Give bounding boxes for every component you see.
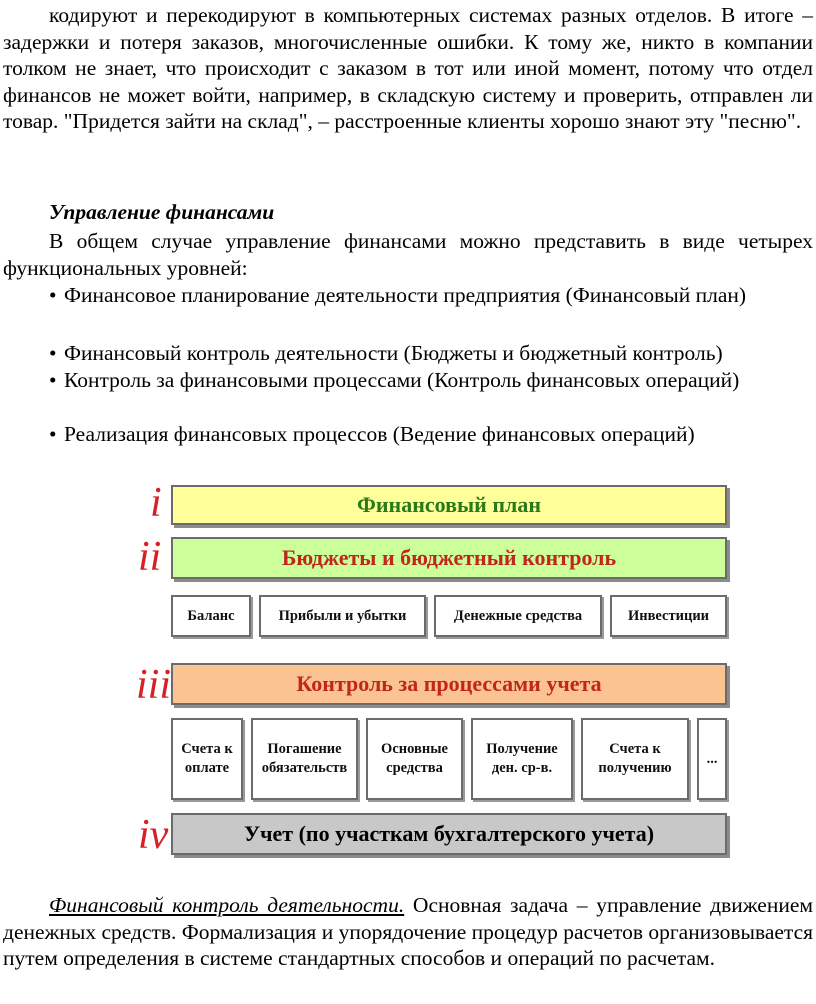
process-item: Счета к получению (581, 718, 689, 800)
bullet-text: Финансовое планирование деятельности предприятия (Финансовый план) (64, 283, 747, 307)
process-item: Основные средства (366, 718, 463, 800)
process-item: Счета к оплате (171, 718, 243, 800)
process-item: ... (697, 718, 727, 800)
level-numeral: iv (138, 812, 169, 858)
level-numeral: iii (136, 662, 172, 708)
bullet-text: Контроль за финансовыми процессами (Контроль финансовых операций) (64, 368, 740, 392)
intro-paragraph: кодируют и перекодируют в компьютерных системах разных отделов. В итоге – задержки и потеря заказов, многочисленные ошибки. К тому же, никто в компании толком не знает, что происходит с заказом в тот или иной момент, потому что отдел финансов не может войти, например, в складскую систему и проверить, отправлен ли товар. "Придется зайти на склад", – расстроенные клиенты хорошо знают эту "песню". (3, 3, 813, 134)
bullet-item (3, 367, 813, 394)
closing-text: Основная задача – управление движением денежных средств. Формализация и упорядочение процедур расчетов организовывается путем определения в системе стандартных способов и операций по расчетам. (3, 893, 814, 971)
bullet-item (3, 340, 813, 367)
section-intro: В общем случае управление финансами можно представить в виде четырех функциональных уровней: (3, 229, 813, 280)
section-heading: Управление финансами (49, 200, 275, 224)
level-numeral: ii (138, 534, 162, 580)
budget-item: Инвестиции (610, 595, 727, 637)
bullet-dot-icon: • (49, 283, 57, 307)
budget-item: Прибыли и убытки (259, 595, 426, 637)
budget-item: Денежные средства (434, 595, 602, 637)
bullet-dot-icon: • (49, 368, 57, 392)
level-bar-process-control: Контроль за процессами учета (171, 663, 727, 705)
finance-levels-diagram (0, 476, 816, 866)
level-bar-accounting: Учет (по участкам бухгалтерского учета) (171, 813, 727, 855)
budget-item: Баланс (171, 595, 251, 637)
closing-lead: Финансовый контроль деятельности. (49, 893, 405, 917)
level-bar-financial-plan: Финансовый план (171, 485, 727, 525)
level-bar-budgets: Бюджеты и бюджетный контроль (171, 537, 727, 579)
bullet-dot-icon: • (49, 341, 57, 365)
bullet-item (3, 421, 813, 448)
bullet-text: Финансовый контроль деятельности (Бюджеты и бюджетный контроль) (64, 341, 723, 365)
closing-paragraph (3, 892, 813, 972)
bullet-text: Реализация финансовых процессов (Ведение финансовых операций) (64, 422, 695, 446)
process-item: Погашение обязательств (251, 718, 358, 800)
process-item: Получение ден. ср-в. (471, 718, 573, 800)
bullet-item (3, 282, 813, 309)
bullet-dot-icon: • (49, 422, 57, 446)
level-numeral: i (150, 480, 162, 526)
